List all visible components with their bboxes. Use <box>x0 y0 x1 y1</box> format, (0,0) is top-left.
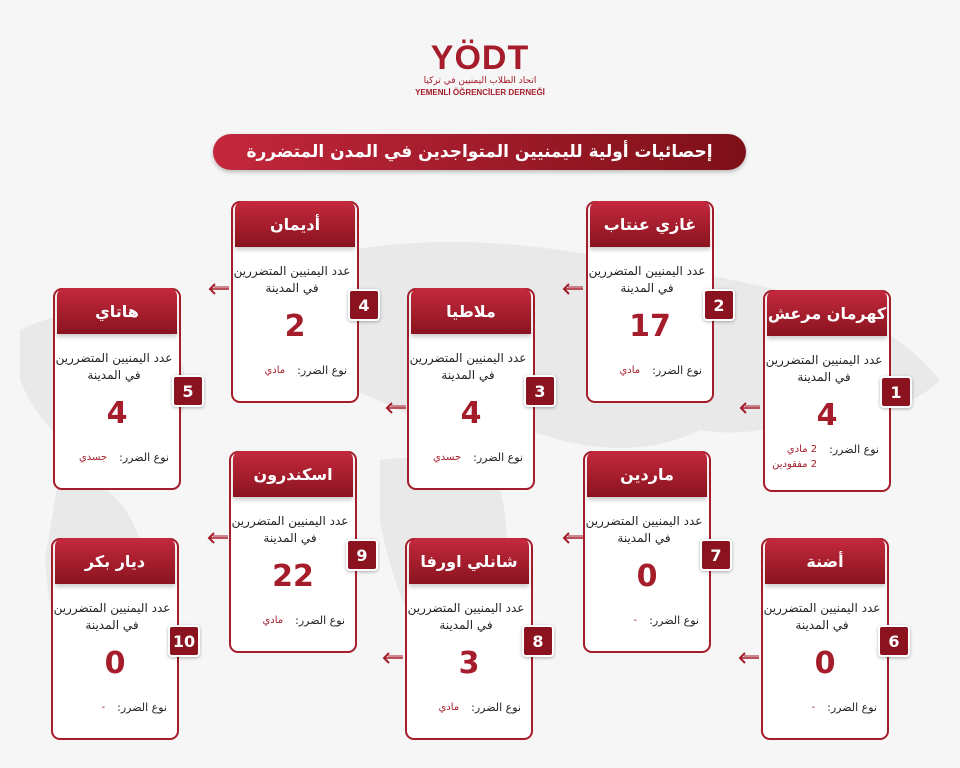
city-name: ملاطيا <box>411 288 531 334</box>
damage-values <box>264 363 285 378</box>
damage-label: نوع الضرر: <box>119 451 169 464</box>
city-card <box>229 451 357 653</box>
left-arrow-icon <box>208 283 230 295</box>
city-card <box>53 288 181 490</box>
damage-values <box>433 450 461 465</box>
count-label: عدد اليمنيين المتضررين في المدينة <box>588 264 706 295</box>
city-name: أضنة <box>765 538 885 584</box>
city-name: شانلي اورفا <box>409 538 529 584</box>
left-arrow-icon <box>382 652 404 664</box>
city-card <box>583 451 711 653</box>
damage-label: نوع الضرر: <box>829 443 879 456</box>
logo-turkish-name: YEMENLİ ÖĞRENCİLER DERNEĞİ <box>415 88 545 97</box>
city-card <box>761 538 889 740</box>
damage-row <box>594 363 702 378</box>
damage-label: نوع الضرر: <box>297 364 347 377</box>
damage-values <box>262 613 283 628</box>
count-label: عدد اليمنيين المتضررين في المدينة <box>765 353 883 384</box>
damage-value: مادي <box>264 365 286 376</box>
count-label: عدد اليمنيين المتضررين في المدينة <box>233 264 351 295</box>
damage-values <box>79 450 107 465</box>
city-card <box>586 201 714 403</box>
count-label: عدد اليمنيين المتضررين في المدينة <box>53 601 171 632</box>
city-name: اسكندرون <box>233 451 353 497</box>
city-number-badge: 1 <box>880 376 912 408</box>
damage-values <box>812 700 816 715</box>
count-label: عدد اليمنيين المتضررين في المدينة <box>585 514 703 545</box>
damage-row <box>59 700 167 715</box>
damage-row <box>591 613 699 628</box>
left-arrow-icon <box>207 532 229 544</box>
damage-row <box>239 363 347 378</box>
damage-value: جسدي <box>78 452 108 463</box>
damage-value: مادي <box>262 615 284 626</box>
damage-value: جسدي <box>432 452 462 463</box>
damage-value: - <box>633 615 638 626</box>
damage-row <box>413 700 521 715</box>
affected-count: 2 <box>284 309 306 344</box>
city-number-badge: 8 <box>522 625 554 657</box>
affected-count: 3 <box>458 646 480 681</box>
damage-value: - <box>811 702 816 713</box>
damage-label: نوع الضرر: <box>117 701 167 714</box>
damage-label: نوع الضرر: <box>649 614 699 627</box>
count-label: عدد اليمنيين المتضررين في المدينة <box>55 351 173 382</box>
count-label: عدد اليمنيين المتضررين في المدينة <box>407 601 525 632</box>
left-arrow-icon <box>562 283 584 295</box>
city-card <box>51 538 179 740</box>
city-name: هاتاي <box>57 288 177 334</box>
damage-value: 2 مفقودين <box>772 459 818 470</box>
city-card <box>231 201 359 403</box>
damage-label: نوع الضرر: <box>473 451 523 464</box>
count-label: عدد اليمنيين المتضررين في المدينة <box>231 514 349 545</box>
affected-count: 0 <box>636 559 658 594</box>
affected-count: 4 <box>460 396 482 431</box>
damage-row <box>61 450 169 465</box>
affected-count: 4 <box>816 398 838 433</box>
city-name: غازي عنتاب <box>590 201 710 247</box>
organization-logo <box>405 40 555 110</box>
damage-row <box>237 613 345 628</box>
logo-arabic-name: اتحاد الطلاب اليمنيين في تركيا <box>423 76 537 86</box>
damage-values <box>634 613 638 628</box>
city-number-badge: 3 <box>524 375 556 407</box>
city-card <box>407 288 535 490</box>
city-number-badge: 9 <box>346 539 378 571</box>
city-name: كهرمان مرعش <box>767 290 887 336</box>
left-arrow-icon <box>738 652 760 664</box>
left-arrow-icon <box>385 402 407 414</box>
affected-count: 0 <box>814 646 836 681</box>
damage-value: مادي <box>619 365 641 376</box>
left-arrow-icon <box>562 532 584 544</box>
city-name: ماردين <box>587 451 707 497</box>
city-number-badge: 6 <box>878 625 910 657</box>
damage-label: نوع الضرر: <box>652 364 702 377</box>
damage-value: 2 مادي <box>786 444 818 455</box>
left-arrow-icon <box>739 402 761 414</box>
city-card <box>405 538 533 740</box>
city-number-badge: 7 <box>700 539 732 571</box>
page-title: إحصائيات أولية لليمنيين المتواجدين في المدن المتضررة <box>213 134 746 170</box>
damage-label: نوع الضرر: <box>471 701 521 714</box>
damage-values <box>102 700 106 715</box>
logo-mark: YÖDT <box>430 39 530 77</box>
damage-value: مادي <box>438 702 460 713</box>
city-name: أديمان <box>235 201 355 247</box>
damage-row <box>769 700 877 715</box>
affected-count: 22 <box>272 559 314 594</box>
damage-row <box>415 450 523 465</box>
damage-values <box>772 442 817 472</box>
damage-values <box>438 700 459 715</box>
city-number-badge: 5 <box>172 375 204 407</box>
damage-row <box>771 442 879 472</box>
damage-value: - <box>101 702 106 713</box>
city-number-badge: 4 <box>348 289 380 321</box>
city-number-badge: 2 <box>703 289 735 321</box>
damage-values <box>619 363 640 378</box>
city-card <box>763 290 891 492</box>
city-name: ديار بكر <box>55 538 175 584</box>
affected-count: 4 <box>106 396 128 431</box>
damage-label: نوع الضرر: <box>827 701 877 714</box>
affected-count: 17 <box>629 309 671 344</box>
city-number-badge: 10 <box>168 625 200 657</box>
affected-count: 0 <box>104 646 126 681</box>
count-label: عدد اليمنيين المتضررين في المدينة <box>763 601 881 632</box>
count-label: عدد اليمنيين المتضررين في المدينة <box>409 351 527 382</box>
damage-label: نوع الضرر: <box>295 614 345 627</box>
